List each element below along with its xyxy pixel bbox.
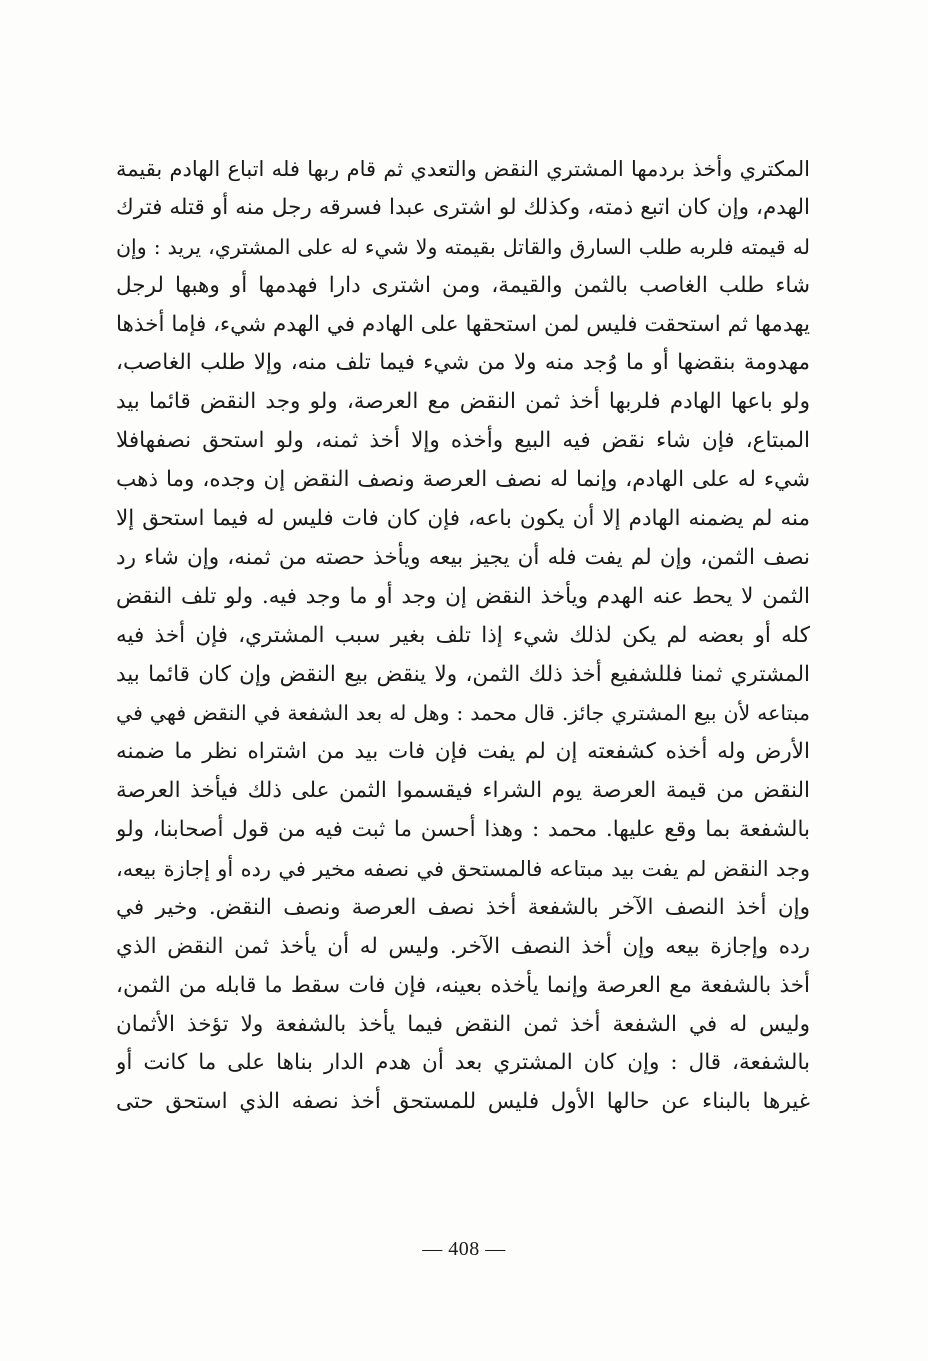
text-line: الثمن لا يحط عنه الهدم ويأخذ النقض إن وجد أو ما وجد فيه. ولو تلف النقض [116, 583, 810, 609]
text-line: شيء له على الهادم، وإنما له نصف العرصة ونصف النقض إن وجده، وما ذهب [116, 467, 810, 493]
text-line: وجد النقض لم يفت بيد مبتاعه فالمستحق في نصفه مخير في رده أو إجازة بيعه، [116, 857, 810, 882]
text-line: أخذ بالشفعة مع العرصة وإنما يأخذه بعينه، فإن فات سقط ما قابله من الثمن، [116, 972, 810, 998]
text-line: المكتري وأخذ بردمها المشتري النقض والتعدي ثم قام ربها فله اتباع الهادم بقيمة [116, 157, 810, 181]
text-line: الأرض وله أخذه كشفعته إن لم يفت فإن فات بيد من اشتراه نظر ما ضمنه [116, 739, 810, 765]
text-line: له قيمته فلربه طلب السارق والقاتل بقيمته ولا شيء له على المشتري، يريد : وإن [116, 234, 810, 259]
text-line: كله أو بعضه لم يكن لذلك شيء إذا تلف بغير سبب المشتري، فإن أخذ فيه [116, 622, 810, 648]
text-line: وليس له في الشفعة أخذ ثمن النقض فيما يأخذ بالشفعة ولا تؤخذ الأثمان [116, 1011, 810, 1037]
text-line: المبتاع، فإن شاء نقض فيه البيع وأخذه وإلا أخذ ثمنه، ولو استحق نصفهافلا [116, 428, 810, 454]
text-line: مهدومة بنقضها أو ما وُجد منه ولا من شيء فيما تلف منه، وإلا طلب الغاصب، [116, 350, 810, 376]
text-line: مبتاعه لأن بيع المشتري جائز. قال محمد : وهل له بعد الشفعة في النقض فهي في [116, 701, 810, 726]
text-line: النقض من قيمة العرصة يوم الشراء فيقسموا الثمن على ذلك فيأخذ العرصة [116, 778, 810, 804]
text-line: المشتري ثمنا فللشفيع أخذ ذلك الثمن، ولا ينقض بيع النقض وإن كان قائما بيد [116, 661, 810, 687]
text-line: رده وإجازة بيعه وإن أخذ النصف الآخر. وليس له أن يأخذ ثمن النقض الذي [116, 933, 810, 959]
text-line: بالشفعة بما وقع عليها. محمد : وهذا أحسن ما ثبت فيه من قول أصحابنا، ولو [116, 817, 810, 843]
text-line: يهدمها ثم استحقت فليس لمن استحقها على الهادم في الهدم شيء، فإما أخذها [116, 311, 810, 337]
text-line: شاء طلب الغاصب بالثمن والقيمة، ومن اشترى دارا فهدمها أو وهبها لرجل [116, 272, 810, 298]
text-line: وإن أخذ النصف الآخر بالشفعة أخذ نصف العرصة ونصف النقض. وخير في [116, 894, 810, 920]
text-line: بالشفعة، قال : وإن كان المشتري بعد أن هدم الدار بناها على ما كانت أو [116, 1050, 810, 1076]
body-text [116, 150, 810, 1122]
page-number: — 408 — [422, 1238, 506, 1260]
text-line: نصف الثمن، وإن لم يفت فله أن يجيز بيعه ويأخذ حصته من ثمنه، وإن شاء رد [116, 544, 810, 570]
text-line: ولو باعها الهادم فلربها أخذ ثمن النقض مع العرصة، ولو وجد النقض قائما بيد [116, 389, 810, 415]
text-line: منه لم يضمنه الهادم إلا أن يكون باعه، فإن كان فات فليس له فيما استحق إلا [116, 506, 810, 532]
text-line: الهدم، وإن كان اتبع ذمته، وكذلك لو اشترى عبدا فسرقه رجل منه أو قتله فترك [116, 194, 810, 220]
text-line: غيرها بالبناء عن حالها الأول فليس للمستحق أخذ نصفه الذي استحق حتى [116, 1089, 810, 1115]
